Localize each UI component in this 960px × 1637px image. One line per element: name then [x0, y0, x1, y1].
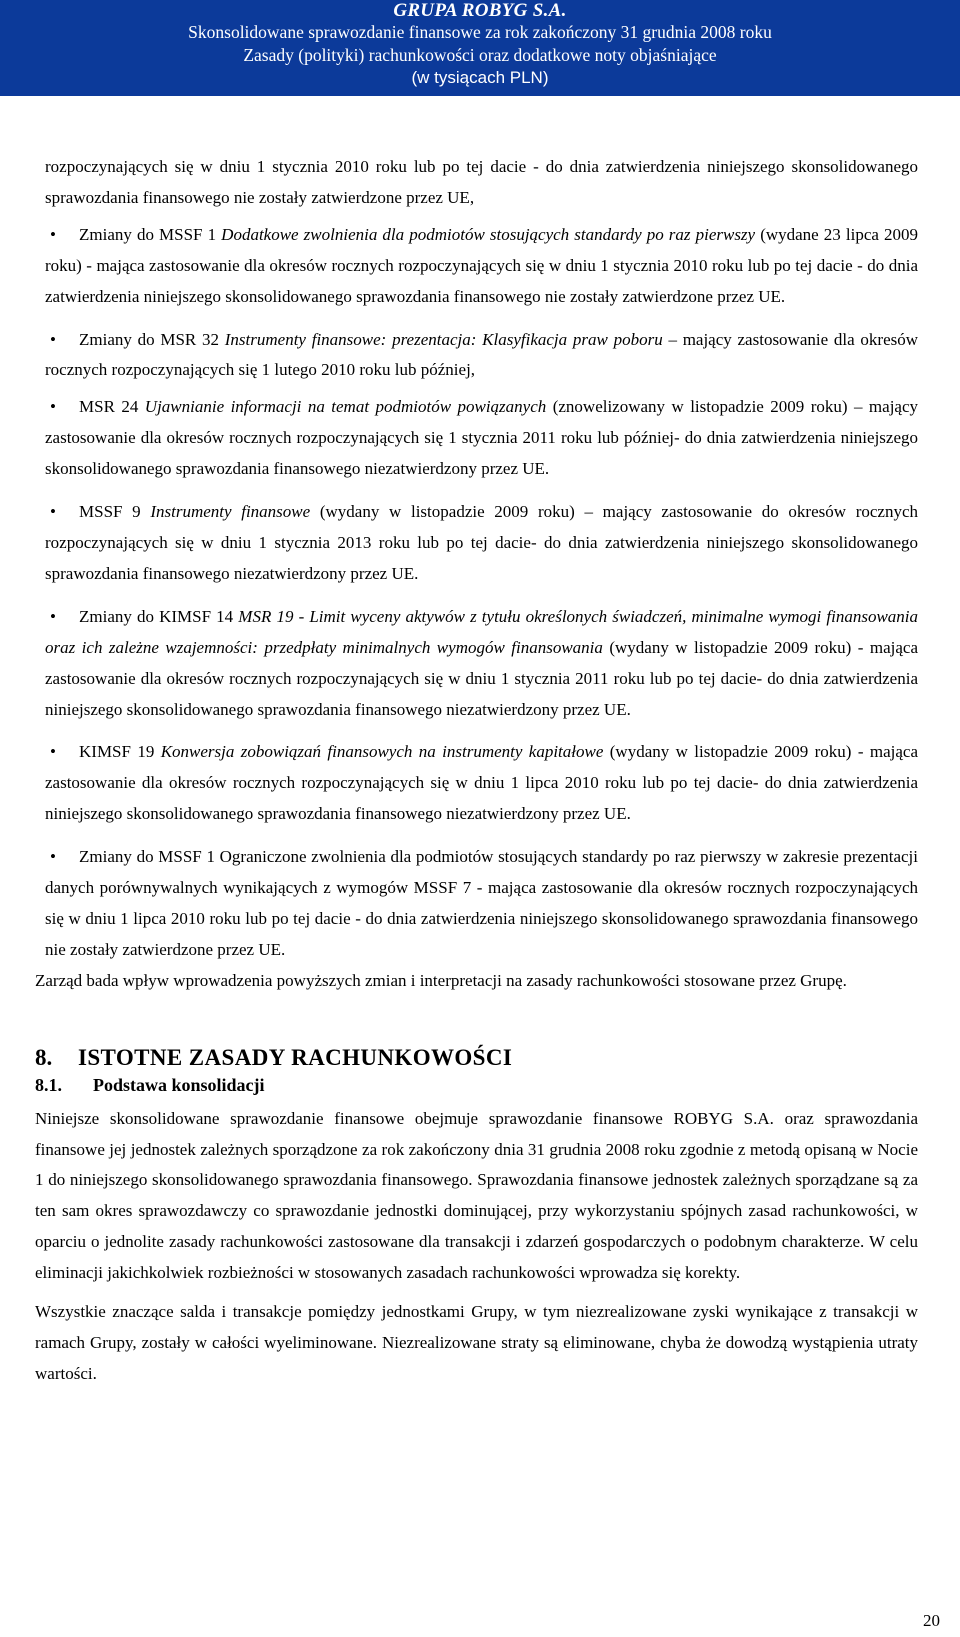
subsection-number: 8.1. [35, 1074, 62, 1095]
page-header [0, 0, 960, 96]
section-heading [35, 1045, 918, 1071]
list-item [35, 842, 918, 966]
currency-note: (w tysiącach PLN) [411, 68, 549, 87]
list-item [35, 497, 918, 590]
bullet-icon: • [50, 606, 56, 626]
bullet-icon: • [50, 224, 56, 244]
subsection-heading [35, 1075, 918, 1096]
list-item-text: Zmiany do MSSF 1 Dodatkowe zwolnienia dla podmiotów stosujących standardy po raz pierwszy (wydane 23 lipca 2009 roku) - mająca zastosowanie dla okresów rocznych rozpoczynających się w dniu 1 stycznia 2010 roku lub po tej dacie - do dnia zatwierdzenia niniejszego skonsolidowanego sprawozdania finansowego nie zostały zatwierdzone przez UE. [45, 224, 918, 306]
list-item [35, 737, 918, 830]
section-title: ISTOTNE ZASADY RACHUNKOWOŚCI [78, 1044, 513, 1070]
list-item-text: MSSF 9 Instrumenty finansowe (wydany w listopadzie 2009 roku) – mający zastosowanie do okresów rocznych rozpoczynających się w dniu 1 stycznia 2013 roku lub po tej dacie- do dnia zatwierdzenia niniejszego skonsolidowanego sprawozdania finansowego niezatwierdzony przez UE. [45, 502, 919, 583]
report-title: Skonsolidowane sprawozdanie finansowe za rok zakończony 31 grudnia 2008 roku [188, 22, 772, 42]
bullet-icon: • [50, 397, 56, 417]
continuation-text: rozpoczynających się w dniu 1 stycznia 2010 roku lub po tej dacie - do dnia zatwierdzenia niniejszego skonsolidowanego sprawozdania finansowego nie zostały zatwierdzone przez UE, [45, 157, 918, 207]
bullet-icon: • [50, 502, 56, 522]
report-subtitle: Zasady (polityki) rachunkowości oraz dodatkowe noty objaśniające [243, 45, 717, 65]
list-item-text: Zmiany do MSSF 1 Ograniczone zwolnienia dla podmiotów stosujących standardy po raz pierwszy w zakresie prezentacji danych porównywalnych wynikających z wymogów MSSF 7 - mająca zastosowanie dla okresów rocznych rozpoczynających się w dniu 1 lipca 2010 roku lub po tej dacie - do dnia zatwierdzenia niniejszego skonsolidowanego sprawozdania finansowego nie zostały zatwierdzone przez UE. [45, 847, 918, 959]
bullet-icon: • [50, 329, 56, 349]
list-item [35, 392, 918, 485]
page-number: 20 [923, 1611, 940, 1630]
company-name: GRUPA ROBYG S.A. [393, 0, 567, 21]
list-item-text: KIMSF 19 Konwersja zobowiązań finansowych na instrumenty kapitałowe (wydany w listopadzie 2009 roku) - mająca zastosowanie dla okresów rocznych rozpoczynających się w dniu 1 lipca 2010 roku lub po tej dacie- do dnia zatwierdzenia niniejszego skonsolidowanego sprawozdania finansowego niezatwierdzony przez UE. [45, 742, 918, 824]
list-item [35, 220, 918, 313]
bullet-icon: • [50, 847, 56, 867]
document-body [35, 152, 918, 1390]
paragraph: Niniejsze skonsolidowane sprawozdanie finansowe obejmuje sprawozdanie finansowe ROBYG S.A. oraz sprawozdania finansowe jej jednostek zależnych sporządzone za rok zakończony dnia 31 grudnia 2008 roku zgodnie z metodą opisaną w Nocie 1 do niniejszego skonsolidowanego sprawozdania finansowego. Sprawozdania finansowe jednostek zależnych sporządzane są za ten sam okres sprawozdawczy co sprawozdanie jednostki dominującej, przy wykorzystaniu spójnych zasad rachunkowości, w oparciu o jednolite zasady rachunkowości zastosowane dla transakcji i zdarzeń gospodarczych o podobnym charakterze. W celu eliminacji jakichkolwiek rozbieżności w stosowanych zasadach rachunkowości wprowadza się korekty. [35, 1108, 918, 1283]
list-item-text: Zmiany do MSR 32 Instrumenty finansowe: prezentacja: Klasyfikacja praw poboru – mający zastosowanie dla okresów rocznych rozpoczynających się 1 lutego 2010 roku lub później, [45, 329, 919, 380]
subsection-title: Podstawa konsolidacji [93, 1074, 265, 1095]
list-item [35, 602, 918, 726]
bullet-icon: • [50, 742, 56, 762]
list-item-text: MSR 24 Ujawnianie informacji na temat podmiotów powiązanych (znowelizowany w listopadzie 2009 roku) – mający zastosowanie dla okresów rocznych rozpoczynających się 1 stycznia 2011 roku lub później- do dnia zatwierdzenia niniejszego skonsolidowanego sprawozdania finansowego niezatwierdzony przez UE. [45, 397, 919, 479]
paragraph: Wszystkie znaczące salda i transakcje pomiędzy jednostkami Grupy, w tym niezrealizowane zyski wynikające z transakcji w ramach Grupy, zostały w całości wyeliminowane. Niezrealizowane straty są eliminowane, chyba że dowodzą wystąpienia utraty wartości. [35, 1302, 918, 1383]
closing-paragraph: Zarząd bada wpływ wprowadzenia powyższych zmian i interpretacji na zasady rachunkowości stosowane przez Grupę. [35, 970, 847, 990]
section-number: 8. [35, 1044, 53, 1070]
list-item-text: Zmiany do KIMSF 14 MSR 19 - Limit wyceny aktywów z tytułu określonych świadczeń, minimalne wymogi finansowania oraz ich zależne wzajemności: przedpłaty minimalnych wymogów finansowania (wydany w listopadzie 2009 roku) - mająca zastosowanie dla okresów rocznych rozpoczynających się w dniu 1 stycznia 2011 roku lub po tej dacie- do dnia zatwierdzenia niniejszego skonsolidowanego sprawozdania finansowego niezatwierdzony przez UE. [45, 606, 918, 719]
list-item [35, 325, 918, 387]
